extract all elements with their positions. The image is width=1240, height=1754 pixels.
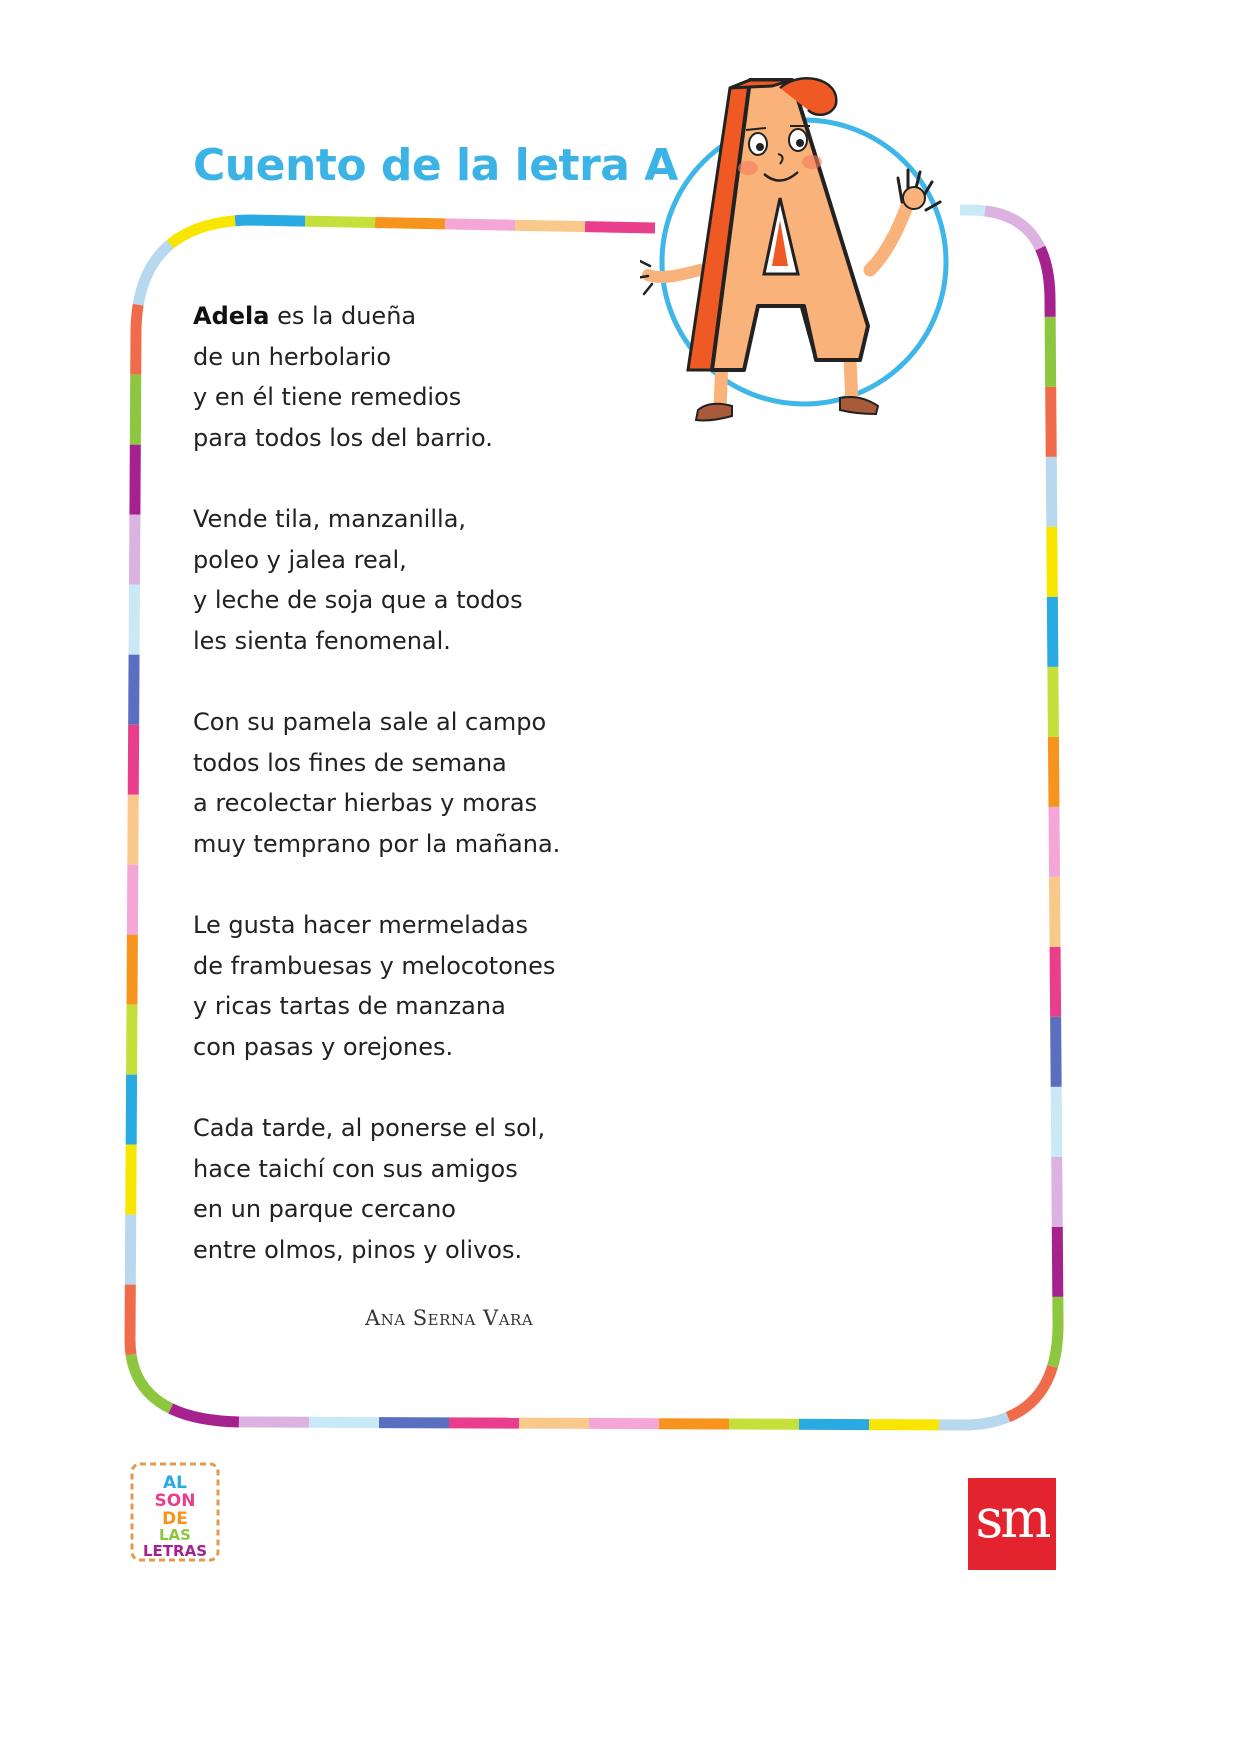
poem-line: todos los fines de semana — [193, 748, 507, 777]
mascot-left-arm — [648, 270, 700, 277]
protagonist-name: Adela — [193, 302, 270, 330]
poem-line: y en él tiene remedios — [193, 383, 462, 411]
poem-line: y leche de soja que a todos — [193, 586, 523, 614]
poem-line: Vende tila, manzanilla, — [193, 505, 467, 533]
poem-line: Cada tarde, al ponerse el sol, — [193, 1114, 546, 1142]
stanza — [193, 905, 753, 1067]
poem-line: de un herbolario — [193, 342, 392, 371]
series-logo-text: SON — [154, 1491, 196, 1511]
stanza — [193, 1108, 753, 1270]
poem-line: en un parque cercano — [193, 1195, 456, 1223]
mascot-right-leg — [850, 360, 852, 402]
author-name: Ana Serna Vara — [365, 1306, 534, 1330]
poem-line: a recolectar hierbas y moras — [193, 789, 538, 817]
poem-line: con pasas y orejones. — [193, 1032, 454, 1061]
poem-line: les sienta fenomenal. — [193, 626, 451, 655]
series-logo-text: LAS — [159, 1526, 191, 1544]
poem-line: Le gusta hacer mermeladas — [193, 911, 528, 939]
poem-line: para todos los del barrio. — [193, 423, 493, 452]
letter-a-mascot-icon — [640, 70, 970, 450]
series-logo — [130, 1462, 220, 1562]
poem-line: hace taichí con sus amigos — [193, 1154, 518, 1183]
page-title: Cuento de la letra A — [193, 140, 678, 191]
poem-line: Con su pamela sale al campo — [193, 708, 547, 736]
series-logo-text: LETRAS — [143, 1542, 207, 1560]
poem-line: y ricas tartas de manzana — [193, 992, 506, 1020]
stanza — [193, 499, 753, 661]
poem-line: muy temprano por la mañana. — [193, 829, 561, 858]
series-logo-text: AL — [163, 1473, 187, 1493]
poem-line-text: es la dueña — [269, 302, 417, 330]
stanza — [193, 702, 753, 864]
poem-line: poleo y jalea real, — [193, 545, 407, 574]
mascot-right-shoe — [840, 397, 878, 414]
poem-line: de frambuesas y melocotones — [193, 951, 556, 980]
series-logo-text: DE — [162, 1509, 188, 1529]
mascot-left-shoe — [696, 404, 732, 421]
poem-line: entre olmos, pinos y olivos. — [193, 1235, 523, 1264]
publisher-logo: sm — [968, 1478, 1056, 1570]
